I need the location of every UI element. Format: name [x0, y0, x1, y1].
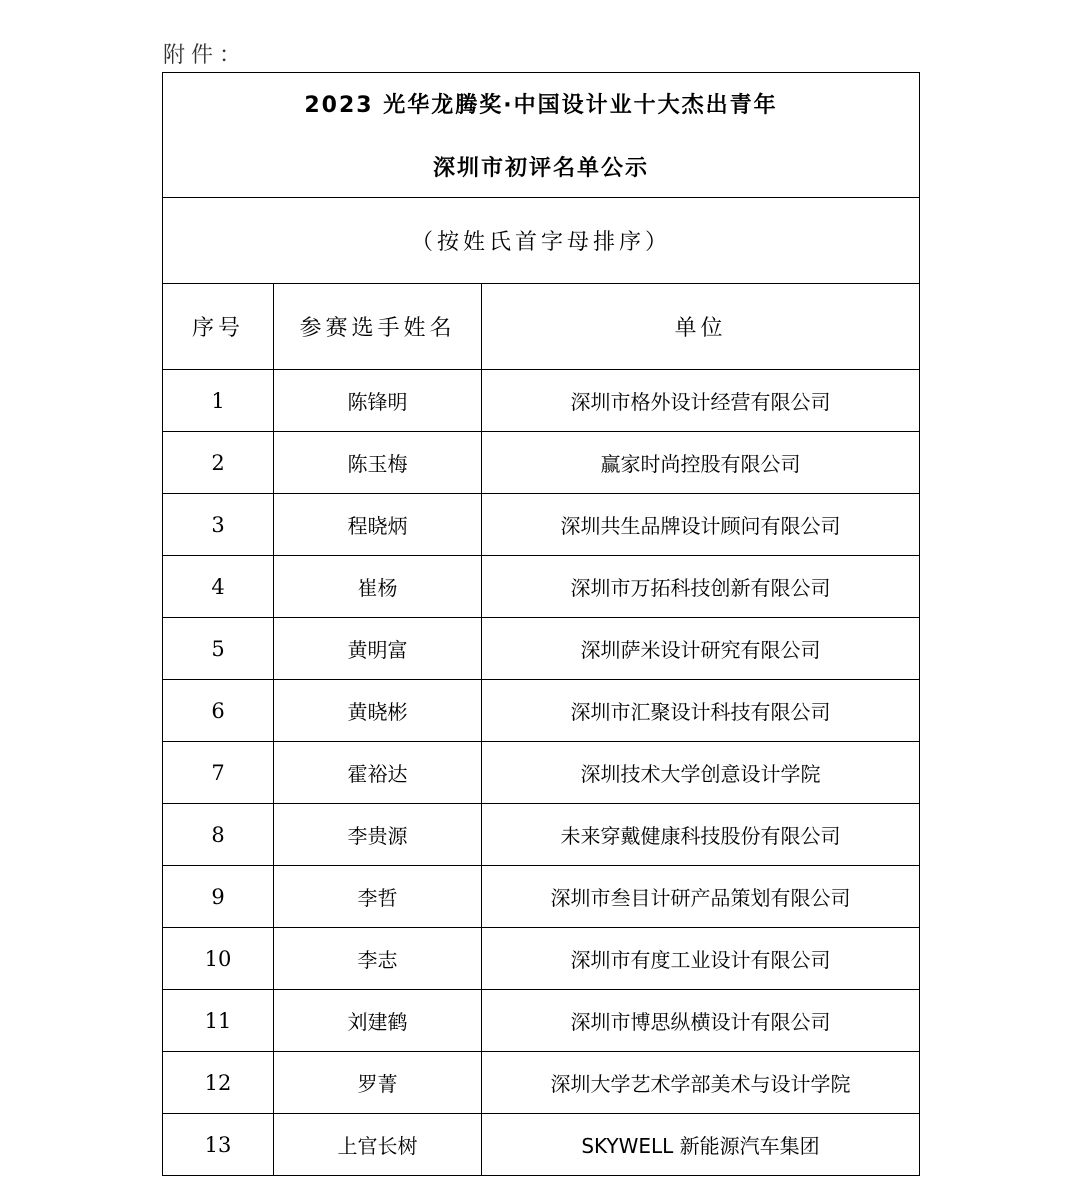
header-unit: 单位	[482, 284, 920, 370]
title-row	[163, 73, 920, 198]
table-row	[163, 494, 920, 556]
row-number: 9	[163, 866, 274, 928]
row-number: 7	[163, 742, 274, 804]
table-row	[163, 990, 920, 1052]
row-name: 黄明富	[274, 618, 482, 680]
header-row	[163, 284, 920, 370]
row-number: 2	[163, 432, 274, 494]
header-number: 序号	[163, 284, 274, 370]
row-name: 上官长树	[274, 1114, 482, 1176]
row-number: 8	[163, 804, 274, 866]
row-name: 李志	[274, 928, 482, 990]
table-body	[163, 73, 920, 1176]
table-row	[163, 1052, 920, 1114]
table-row	[163, 432, 920, 494]
row-number: 1	[163, 370, 274, 432]
row-name: 陈锋明	[274, 370, 482, 432]
row-unit: 深圳技术大学创意设计学院	[482, 742, 920, 804]
row-number: 6	[163, 680, 274, 742]
row-name: 崔杨	[274, 556, 482, 618]
row-name: 陈玉梅	[274, 432, 482, 494]
row-unit: 深圳共生品牌设计顾问有限公司	[482, 494, 920, 556]
row-unit: 深圳市叁目计研产品策划有限公司	[482, 866, 920, 928]
title-line-1: 2023 光华龙腾奖·中国设计业十大杰出青年	[304, 93, 778, 118]
row-number: 11	[163, 990, 274, 1052]
table-row	[163, 370, 920, 432]
header-name: 参赛选手姓名	[274, 284, 482, 370]
row-name: 霍裕达	[274, 742, 482, 804]
subtitle-row	[163, 198, 920, 284]
table-row	[163, 556, 920, 618]
row-number: 4	[163, 556, 274, 618]
row-unit: 深圳市汇聚设计科技有限公司	[482, 680, 920, 742]
row-number: 5	[163, 618, 274, 680]
row-name: 罗菁	[274, 1052, 482, 1114]
row-unit: 赢家时尚控股有限公司	[482, 432, 920, 494]
row-unit: 深圳市格外设计经营有限公司	[482, 370, 920, 432]
row-name: 黄晓彬	[274, 680, 482, 742]
row-unit: 未来穿戴健康科技股份有限公司	[482, 804, 920, 866]
shortlist-table	[162, 72, 920, 1176]
row-number: 3	[163, 494, 274, 556]
row-name: 李贵源	[274, 804, 482, 866]
row-name: 李哲	[274, 866, 482, 928]
row-number: 10	[163, 928, 274, 990]
table-row	[163, 928, 920, 990]
table-row	[163, 1114, 920, 1176]
table-row	[163, 804, 920, 866]
row-unit: 深圳市万拓科技创新有限公司	[482, 556, 920, 618]
row-unit: 深圳市有度工业设计有限公司	[482, 928, 920, 990]
table-row	[163, 618, 920, 680]
row-name: 刘建鹤	[274, 990, 482, 1052]
row-unit: 深圳市博思纵横设计有限公司	[482, 990, 920, 1052]
row-unit: 深圳大学艺术学部美术与设计学院	[482, 1052, 920, 1114]
row-number: 12	[163, 1052, 274, 1114]
table-row	[163, 866, 920, 928]
row-unit: SKYWELL 新能源汽车集团	[482, 1114, 920, 1176]
row-unit: 深圳萨米设计研究有限公司	[482, 618, 920, 680]
title-line-2: 深圳市初评名单公示	[433, 156, 650, 181]
subtitle-cell: （按姓氏首字母排序）	[163, 198, 920, 284]
attachment-label: 附件：	[163, 43, 248, 68]
row-name: 程晓炳	[274, 494, 482, 556]
title-cell	[163, 73, 920, 198]
table-row	[163, 742, 920, 804]
row-number: 13	[163, 1114, 274, 1176]
table-row	[163, 680, 920, 742]
